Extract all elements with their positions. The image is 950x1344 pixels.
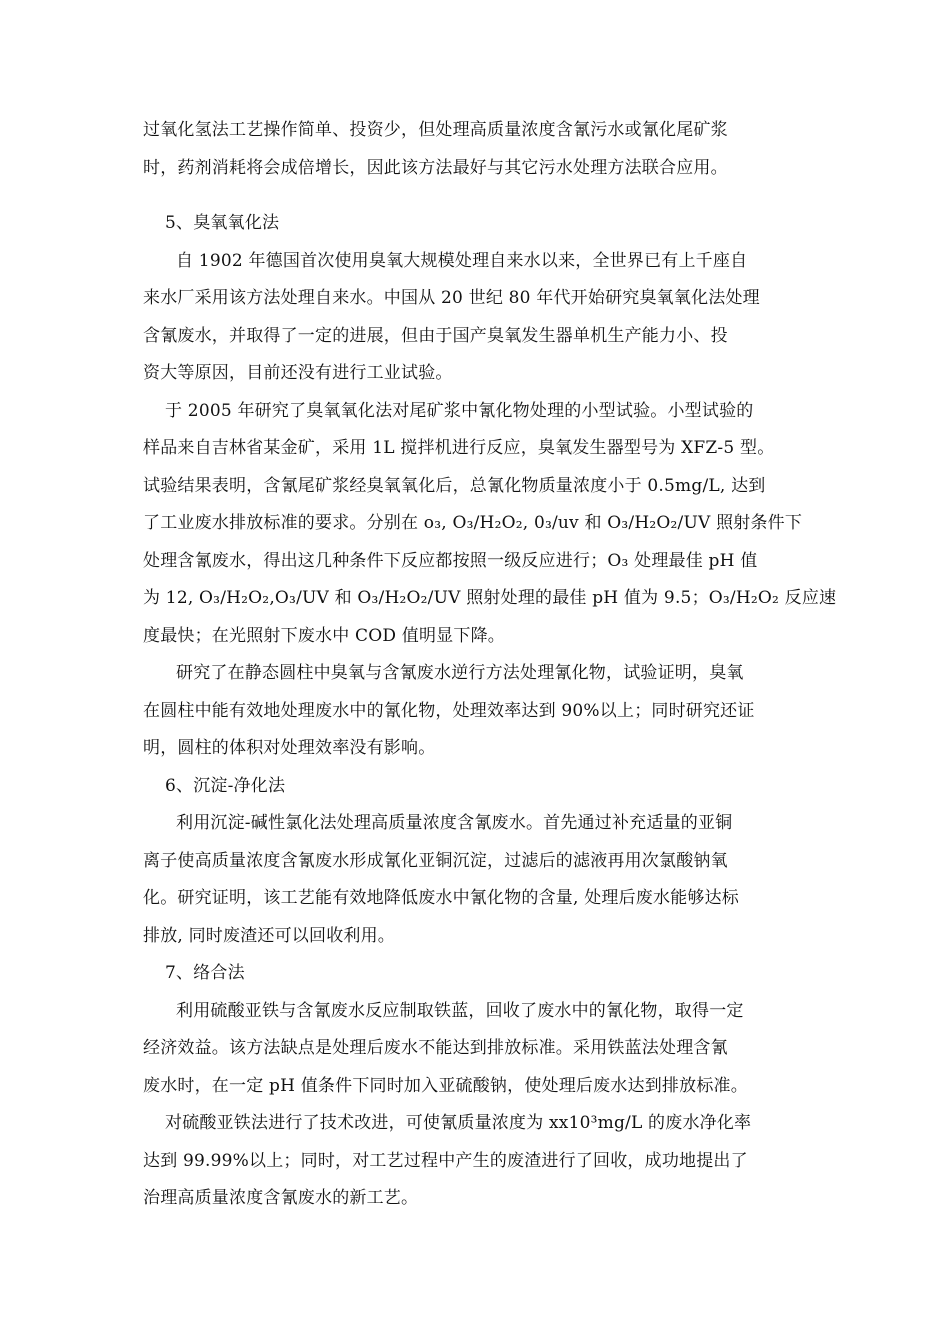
text-line: 处理含氰废水，得出这几种条件下反应都按照一级反应进行；O₃ 处理最佳 pH 值 [143, 551, 758, 571]
text-line: 自 1902 年德国首次使用臭氧大规模处理自来水以来，全世界已有上千座自 [176, 251, 748, 271]
text-line: 了工业废水排放标准的要求。分别在 o₃, O₃/H₂O₂, 0₃/uv 和 O₃/H₂O₂/UV 照射条件下 [143, 513, 803, 533]
text-line: 化。研究证明，该工艺能有效地降低废水中氰化物的含量, 处理后废水能够达标 [143, 888, 740, 908]
text-line: 废水时，在一定 pH 值条件下同时加入亚硫酸钠，使处理后废水达到排放标准。 [143, 1076, 748, 1096]
text-line: 试验结果表明，含氰尾矿浆经臭氧氧化后，总氰化物质量浓度小于 0.5mg/L, 达到 [143, 476, 766, 496]
text-line: 含氰废水，并取得了一定的进展，但由于国产臭氧发生器单机生产能力小、投 [143, 326, 728, 346]
text-line: 达到 99.99%以上；同时，对工艺过程中产生的废渣进行了回收，成功地提出了 [143, 1151, 748, 1171]
text-line: 利用沉淀-碱性氯化法处理高质量浓度含氰废水。首先通过补充适量的亚铜 [176, 813, 733, 833]
section-heading: 7、络合法 [165, 963, 245, 983]
text-line: 度最快；在光照射下废水中 COD 值明显下降。 [143, 626, 505, 646]
text-line: 为 12, O₃/H₂O₂,O₃/UV 和 O₃/H₂O₂/UV 照射处理的最佳 pH 值为 9.5；O₃/H₂O₂ 反应速 [143, 588, 837, 608]
section-heading: 6、沉淀-净化法 [165, 776, 286, 796]
text-line: 排放, 同时废渣还可以回收利用。 [143, 926, 396, 946]
section-heading: 5、臭氧氧化法 [165, 213, 280, 233]
text-line: 资大等原因，目前还没有进行工业试验。 [143, 363, 453, 383]
text-line: 利用硫酸亚铁与含氰废水反应制取铁蓝，回收了废水中的氰化物，取得一定 [176, 1001, 744, 1021]
text-line: 样品来自吉林省某金矿，采用 1L 搅拌机进行反应，臭氧发生器型号为 XFZ-5 型。 [143, 438, 775, 458]
text-line: 明，圆柱的体积对处理效率没有影响。 [143, 738, 436, 758]
text-line: 经济效益。该方法缺点是处理后废水不能达到排放标准。采用铁蓝法处理含氰 [143, 1038, 728, 1058]
text-line: 在圆柱中能有效地处理废水中的氰化物，处理效率达到 90%以上；同时研究还证 [143, 701, 755, 721]
text-line: 时，药剂消耗将会成倍增长，因此该方法最好与其它污水处理方法联合应用。 [143, 158, 728, 178]
text-line: 离子使高质量浓度含氰废水形成氰化亚铜沉淀，过滤后的滤液再用次氯酸钠氧 [143, 851, 728, 871]
text-line: 来水厂采用该方法处理自来水。中国从 20 世纪 80 年代开始研究臭氧氧化法处理 [143, 288, 760, 308]
text-line: 治理高质量浓度含氰废水的新工艺。 [143, 1188, 419, 1208]
text-line: 过氧化氢法工艺操作简单、投资少，但处理高质量浓度含氰污水或氰化尾矿浆 [143, 120, 728, 140]
text-line: 研究了在静态圆柱中臭氧与含氰废水逆行方法处理氰化物，试验证明，臭氧 [176, 663, 744, 683]
text-line: 对硫酸亚铁法进行了技术改进，可使氰质量浓度为 xx10³mg/L 的废水净化率 [165, 1113, 752, 1133]
text-line: 于 2005 年研究了臭氧氧化法对尾矿浆中氰化物处理的小型试验。小型试验的 [165, 401, 754, 421]
